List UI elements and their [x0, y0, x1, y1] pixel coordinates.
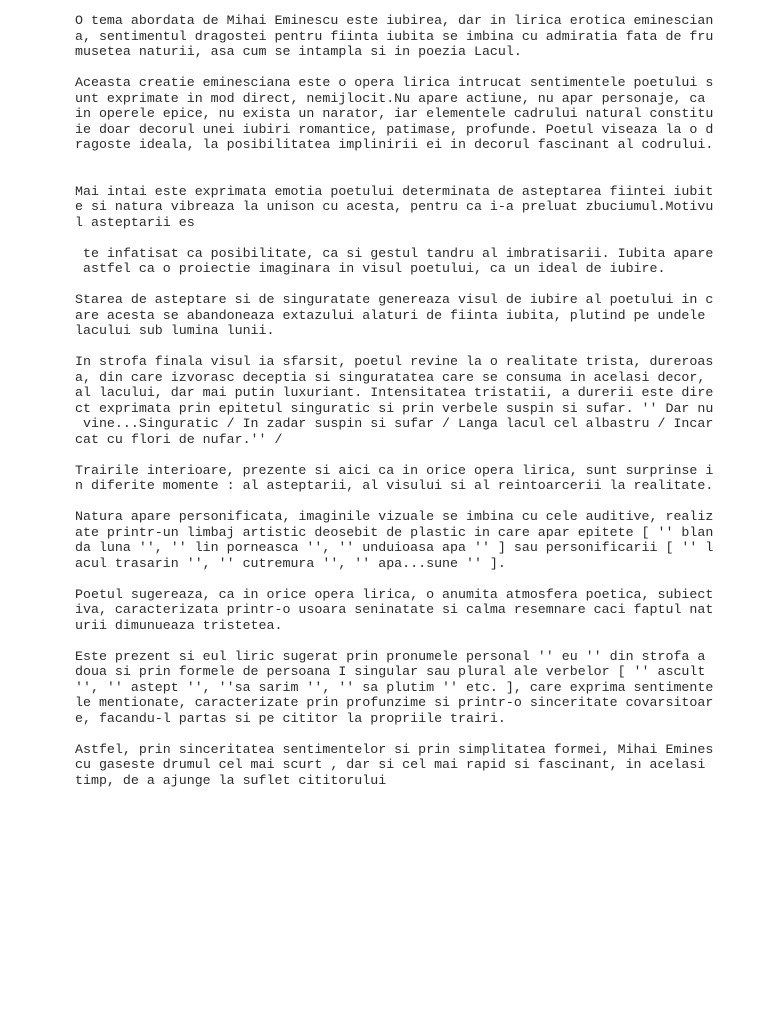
- text-line: Este prezent si eul liric sugerat prin pronumele personal '' eu '' din strofa a: [75, 648, 706, 664]
- text-line: doua si prin formele de persoana I singular sau plural ale verbelor [ '' ascult: [75, 664, 706, 679]
- paragraph-lyric-opera: [75, 75, 765, 153]
- paragraph-emotion: [75, 184, 765, 231]
- text-line: al lacului, dar mai putin luxuriant. Intensitatea tristatii, a durerii este dire: [75, 385, 714, 400]
- paragraph-final-stanza: [75, 354, 765, 447]
- text-line: ie doar decorul unei iubiri romantice, patimase, profunde. Poetul viseaza la o d: [75, 121, 714, 137]
- text-line: Natura apare personificata, imaginile vizuale se imbina cu cele auditive, realiz: [75, 509, 714, 524]
- text-line: timp, de a ajunge la suflet cititorului: [75, 772, 387, 788]
- text-line: Astfel, prin sinceritatea sentimentelor si prin simplitatea formei, Mihai Emines: [75, 741, 714, 757]
- text-line: acul trasarin '', '' cutremura '', '' apa...sune '' ].: [75, 555, 506, 571]
- text-line: In strofa finala visul ia sfarsit, poetul revine la o realitate trista, dureroas: [75, 354, 714, 369]
- text-line: Mai intai este exprimata emotia poetului determinata de asteptarea fiintei iubit: [75, 183, 714, 199]
- text-line: in operele epice, nu exista un narator, iar elementele cadrului natural constitu: [75, 106, 714, 121]
- text-line: a, din care izvorasc deceptia si singuratatea care se consuma in acelasi decor,: [75, 369, 706, 385]
- text-line: Starea de asteptare si de singuratate genereaza visul de iubire al poetului in c: [75, 292, 714, 307]
- text-line: urii dimunueaza tristetea.: [75, 617, 283, 633]
- text-line: unt exprimate in mod direct, nemijlocit.Nu apare actiune, nu apar personaje, ca: [75, 90, 714, 106]
- paragraph-waiting: [75, 292, 765, 339]
- text-line: e, facandu-l partas si pe cititor la propriile trairi.: [75, 710, 506, 726]
- text-line: da luna '', '' lin porneasca '', '' unduioasa apa '' ] sau personificarii [ '' l: [75, 540, 714, 555]
- text-line: Poetul sugereaza, ca in orice opera lirica, o anumita atmosfera poetica, subiect: [75, 586, 714, 602]
- text-line: '', '' astept '', ''sa sarim '', '' sa plutim '' etc. ], care exprima sentimente: [75, 679, 714, 695]
- text-line: cat cu flori de nufar.'' /: [75, 431, 283, 447]
- text-line: astfel ca o proiectie imaginara in visul poetului, ca un ideal de iubire.: [75, 261, 666, 276]
- paragraph-atmosphere: [75, 587, 765, 634]
- text-line: are acesta se abandoneaza extazului alaturi de fiinta iubita, plutind pe undele: [75, 307, 706, 323]
- paragraph-beloved: [75, 246, 765, 277]
- text-line: le mentionate, caracterizate prin profunzime si printr-o sinceritate covarsitoar: [75, 695, 714, 710]
- text-line: iva, caracterizata printr-o usoara seninatate si calma resemnare caci faptul nat: [75, 602, 714, 617]
- text-line: vine...Singuratic / In zadar suspin si sufar / Langa lacul cel albastru / Incar: [75, 416, 714, 431]
- text-line: ate printr-un limbaj artistic deosebit de plastic in care apar epitete [ '' blan: [75, 524, 714, 540]
- paragraph-feelings: [75, 463, 765, 494]
- text-line: Trairile interioare, prezente si aici ca in orice opera lirica, sunt surprinse i: [75, 462, 714, 478]
- document-body: [75, 13, 765, 804]
- text-line: te infatisat ca posibilitate, ca si gestul tandru al imbratisarii. Iubita apare: [75, 245, 714, 261]
- text-line: ct exprimata prin epitetul singuratic si prin verbele suspin si sufar. '' Dar nu: [75, 400, 714, 416]
- text-line: Aceasta creatie eminesciana este o opera lirica intrucat sentimentele poetului s: [75, 75, 714, 90]
- text-line: musetea naturii, asa cum se intampla si in poezia Lacul.: [75, 44, 522, 59]
- paragraph-conclusion: [75, 742, 765, 789]
- paragraph-nature: [75, 509, 765, 571]
- text-line: a, sentimentul dragostei pentru fiinta iubita se imbina cu admiratia fata de fru: [75, 28, 714, 44]
- paragraph-intro: [75, 13, 765, 60]
- text-line: cu gaseste drumul cel mai scurt , dar si cel mai rapid si fascinant, in acelasi: [75, 757, 706, 772]
- text-line: ragoste ideala, la posibilitatea implinirii ei in decorul fascinant al codrului.: [75, 137, 714, 152]
- text-line: O tema abordata de Mihai Eminescu este iubirea, dar in lirica erotica eminescian: [75, 13, 714, 28]
- text-line: e si natura vibreaza la unison cu acesta, pentru ca i-a preluat zbuciumul.Motivu: [75, 199, 714, 214]
- text-line: n diferite momente : al asteptarii, al visului si al reintoarcerii la realitate.: [75, 478, 714, 493]
- text-line: l asteptarii es: [75, 214, 195, 230]
- text-line: lacului sub lumina lunii.: [75, 323, 275, 338]
- paragraph-lyric-self: [75, 649, 765, 727]
